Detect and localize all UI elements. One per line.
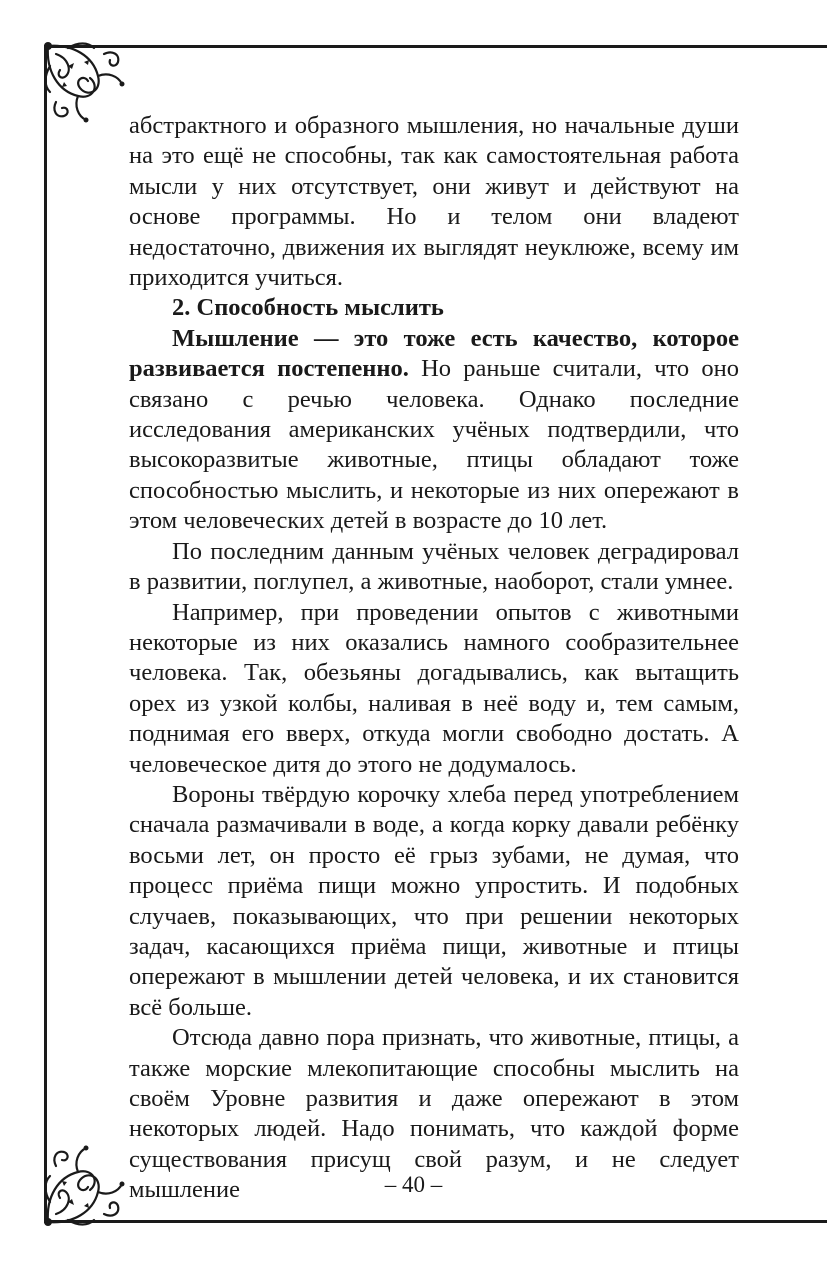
frame-top-line [44, 45, 827, 48]
frame-left-line [44, 45, 47, 1223]
paragraph: Например, при проведении опытов с животными некоторые из них оказались намного сообразительнее человека. Так, обезьяны догадывались, как вытащить орех из узкой колбы, наливая в неё воду и, тем самым, поднимая его вверх, откуда могли свободно достать. А человеческое дитя до этого не додумалось. [129, 598, 739, 778]
ornament-flourish-icon [38, 36, 138, 136]
page-number: – 40 – [384, 1172, 443, 1197]
paragraph [129, 324, 739, 537]
paragraph: абстрактного и образного мышления, но начальные души на это ещё не способны, так как самостоятельная работа мысли у них отсутствует, они живут и действуют на основе программы. Но и телом они владеют недостаточно, движения их выглядят неуклюже, всему им приходится учиться. [129, 112, 739, 292]
paragraph-continuation: Но раньше считали, что оно связано с речью человека. Однако последние исследования американских учёных подтвердили, что высокоразвитые животные, птицы обладают тоже способностью мыслить, и некоторые из них опережают в этом человеческих детей в возрасте до 10 лет. [129, 355, 739, 535]
paragraph: Отсюда давно пора признать, что животные, птицы, а также морские млекопитающие способны мыслить на своём Уровне развития и даже опережают в этом некоторых людей. Надо понимать, что каждой форме существования присущ свой разум, и не следует мышление [129, 1024, 739, 1204]
section-heading: 2. Способность мыслить [172, 294, 444, 322]
paragraph: По последним данным учёных человек деградировал в развитии, поглупел, а животные, наоборот, стали умнее. [129, 537, 739, 596]
paragraph: Вороны твёрдую корочку хлеба перед употреблением сначала размачивали в воде, а когда корку давали ребёнку восьми лет, он просто её грыз зубами, не думая, что процесс приёма пищи можно упростить. И подобных случаев, показывающих, что при решении некоторых задач, касающихся приёма пищи, животные и птицы опережают в мышлении детей человека, и их становится всё больше. [129, 780, 739, 1021]
frame-bottom-line [44, 1220, 827, 1223]
body-text [129, 111, 739, 1206]
bold-lead-sentence: Мышление — это тоже есть качество, которое развивается постепенно. [129, 324, 739, 383]
